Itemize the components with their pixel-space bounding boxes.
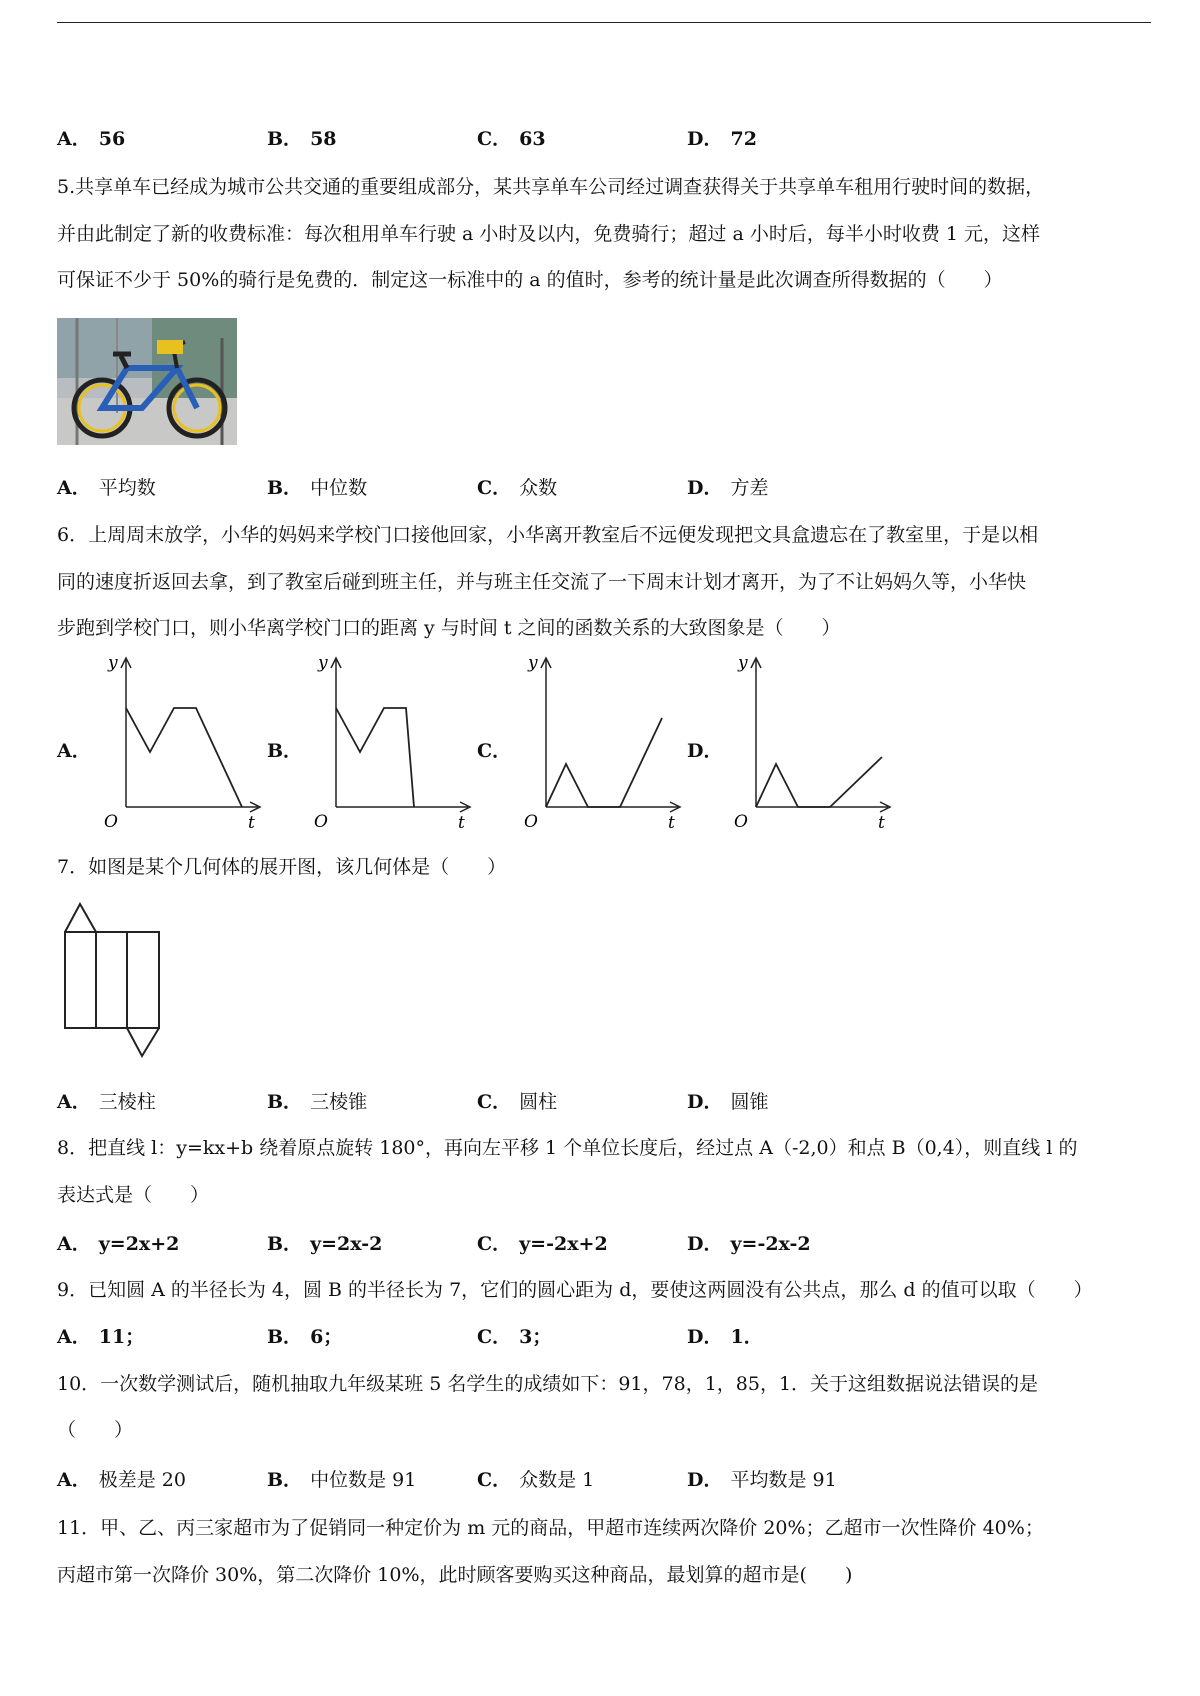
q5-line-1: 5.共享单车已经成为城市公共交通的重要组成部分，某共享单车公司经过调查获得关于共享单车租用行驶时间的数据， (57, 176, 1045, 198)
q6-graph-b[interactable] (300, 652, 475, 832)
q7-question: 7．如图是某个几何体的展开图，该几何体是（ ） (57, 856, 507, 878)
q6-graph-a-origin: O (104, 812, 118, 832)
q9-option-b[interactable]: B． 6； (267, 1326, 343, 1348)
header-rule (57, 22, 1151, 23)
q4-option-a[interactable]: A． 56 (57, 128, 126, 150)
q9-option-a[interactable]: A． 11； (57, 1326, 145, 1348)
q9-option-d[interactable]: D． 1． (687, 1326, 763, 1348)
q6-graph-b-x-label: t (458, 813, 465, 832)
q6-graph-label-c: C． (477, 740, 512, 762)
q8-option-d[interactable]: D． y=-2x-2 (687, 1233, 811, 1255)
q6-graph-d[interactable] (720, 652, 895, 832)
q6-line-1: 6．上周周末放学，小华的妈妈来学校门口接他回家，小华离开教室后不远便发现把文具盒遗忘在了教室里，于是以相 (57, 524, 1039, 546)
q5-line-3: 可保证不少于 50%的骑行是免费的．制定这一标准中的 a 的值时，参考的统计量是此次调查所得数据的（ ） (57, 269, 1003, 291)
q6-graph-d-y-label: y (738, 653, 748, 673)
q6-graph-label-a: A． (57, 740, 91, 762)
q7-option-a[interactable]: A． 三棱柱 (57, 1091, 156, 1113)
q10-option-a[interactable]: A． 极差是 20 (57, 1469, 186, 1491)
q10-line-2: （ ） (57, 1419, 134, 1441)
q5-option-b[interactable]: B． 中位数 (267, 477, 368, 499)
q4-option-d[interactable]: D． 72 (687, 128, 757, 150)
q4-options (57, 127, 1057, 151)
q8-option-c[interactable]: C． y=-2x+2 (477, 1233, 608, 1255)
q9-option-c[interactable]: C． 3； (477, 1326, 552, 1348)
q8-options (57, 1232, 1057, 1256)
q8-option-a[interactable]: A． y=2x+2 (57, 1233, 180, 1255)
q10-option-d[interactable]: D． 平均数是 91 (687, 1469, 837, 1491)
q6-graph-c-origin: O (524, 812, 538, 832)
q4-option-b[interactable]: B． 58 (267, 128, 337, 150)
q6-graph-d-x-label: t (878, 813, 885, 832)
q6-graph-b-origin: O (314, 812, 328, 832)
q7-option-d[interactable]: D． 圆锥 (687, 1091, 769, 1113)
q8-option-b[interactable]: B． y=2x-2 (267, 1233, 383, 1255)
q6-graph-c-x-label: t (668, 813, 675, 832)
q10-option-c[interactable]: C． 众数是 1 (477, 1469, 595, 1491)
q7-options (57, 1090, 1057, 1114)
q10-line-1: 10．一次数学测试后，随机抽取九年级某班 5 名学生的成绩如下：91，78，1，85，1．关于这组数据说法错误的是 (57, 1373, 1039, 1395)
q6-graph-label-b: B． (267, 740, 303, 762)
q7-option-b[interactable]: B． 三棱锥 (267, 1091, 368, 1113)
shared-bike-photo (57, 318, 237, 445)
q5-option-c[interactable]: C． 众数 (477, 477, 558, 499)
q8-line-2: 表达式是（ ） (57, 1184, 210, 1206)
q6-graph-b-y-label: y (318, 653, 328, 673)
q5-option-a[interactable]: A． 平均数 (57, 477, 156, 499)
q6-line-2: 同的速度折返回去拿，到了教室后碰到班主任，并与班主任交流了一下周末计划才离开，为了不让妈妈久等，小华快 (57, 571, 1027, 593)
q5-options (57, 476, 1057, 500)
q9-question: 9．已知圆 A 的半径长为 4，圆 B 的半径长为 7，它们的圆心距为 d，要使这两圆没有公共点，那么 d 的值可以取（ ） (57, 1279, 1093, 1301)
q6-graph-label-d: D． (687, 740, 723, 762)
q11-line-2: 丙超市第一次降价 30%，第二次降价 10%，此时顾客要购买这种商品，最划算的超市是( ) (57, 1564, 853, 1586)
q6-line-3: 步跑到学校门口，则小华离学校门口的距离 y 与时间 t 之间的函数关系的大致图象是（ ） (57, 617, 841, 639)
q6-graph-a-x-label: t (248, 813, 255, 832)
q11-line-1: 11．甲、乙、丙三家超市为了促销同一种定价为 m 元的商品，甲超市连续两次降价 20%；乙超市一次性降价 40%； (57, 1517, 1044, 1539)
q6-graph-c-y-label: y (528, 653, 538, 673)
q8-line-1: 8．把直线 l：y=kx+b 绕着原点旋转 180°，再向左平移 1 个单位长度后，经过点 A（-2,0）和点 B（0,4），则直线 l 的 (57, 1137, 1078, 1159)
q9-options (57, 1325, 1057, 1349)
q5-line-2: 并由此制定了新的收费标准：每次租用单车行驶 a 小时及以内，免费骑行；超过 a 小时后，每半小时收费 1 元，这样 (57, 223, 1040, 245)
q6-graph-a[interactable] (90, 652, 265, 832)
q4-option-c[interactable]: C． 63 (477, 128, 546, 150)
q6-graph-c[interactable] (510, 652, 685, 832)
q5-option-d[interactable]: D． 方差 (687, 477, 769, 499)
q6-graph-d-origin: O (734, 812, 748, 832)
q6-graph-a-y-label: y (108, 653, 118, 673)
q10-option-b[interactable]: B． 中位数是 91 (267, 1469, 417, 1491)
triangular-prism-net (60, 900, 170, 1060)
q7-option-c[interactable]: C． 圆柱 (477, 1091, 558, 1113)
q10-options (57, 1468, 1057, 1492)
